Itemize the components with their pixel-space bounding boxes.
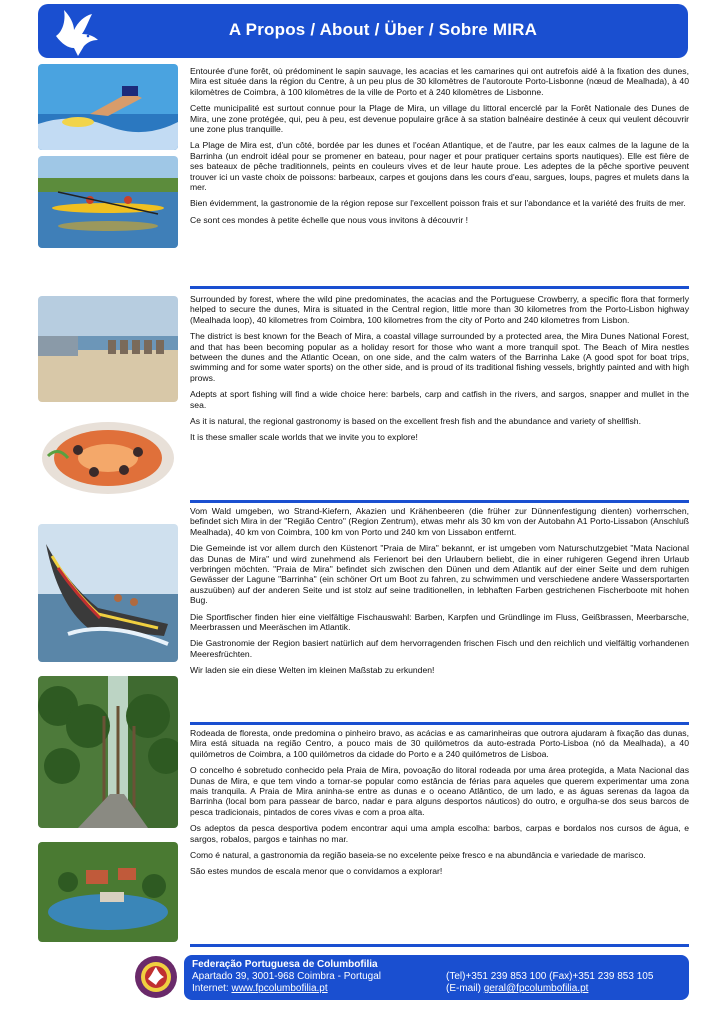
- fr-paragraph: Cette municipalité est surtout connue pour la Plage de Mira, un village du littoral encerclé par la Forêt Nationale des Dunes de Mira, une zone protégée, qui, peu à peu, est devenue populaire grâce à sa station balnéaire destinée à ceux qui veulent découvrir une zone plus tranquille.: [190, 103, 689, 135]
- pt-paragraph: Rodeada de floresta, onde predomina o pinheiro bravo, as acácias e as camarinheiras que outrora ajudaram à fixação das dunas, Mira está situada na região Centro, a pouco mais de 30 quilómetros da auto-estrada Porto-Lisboa (nó da Mealhada), a 40 quilómetros de Coimbra, a 100 quilómetros da cidade do Porto e a 240 quilómetros de Lisboa.: [190, 728, 689, 759]
- pt-paragraph: São estes mundos de escala menor que o convidamos a explorar!: [190, 866, 443, 877]
- en-paragraph: It is these smaller scale worlds that we invite you to explore!: [190, 432, 418, 443]
- email-label: (E-mail): [446, 983, 484, 994]
- section-divider: [190, 500, 689, 503]
- de-paragraph: Die Gemeinde ist vor allem durch den Küstenort "Praia de Mira" bekannt, er ist umgeben vom Naturschutzgebiet "Mata Nacional das Dunas de Mira" und wird zunehmend als Ferienort bei den Urlaubern beliebt, die in einer ruhigeren Gegend ihren Urlaub verbringen möchten. "Praia de Mira" befindet sich zwischen den Dünen und dem Atlantik auf der einer Seite und dem ruhigen Gewässer der Lagune "Barrinha" (ein schöner Ort um Boot zu fahren, zu schwimmen und verschiedene andere Wassersportarten auszuüben) auf der anderen Seite und ist stolz auf seine traditionellen, in lebhaften Farben gestrichenen Fischerboote mit hohen Bug.: [190, 543, 689, 606]
- fr-paragraph: La Plage de Mira est, d'un côté, bordée par les dunes et l'océan Atlantique, et de l'autre, par les eaux calmes de la lagune de la Barrinha (un endroit idéal pour se promener en bateau, pour nager et pour pratiquer certains sports nautiques). Elle est fière de ses bateaux de pêche traditionnels, peints en couleurs vives et de leur haute proue. Les adeptes de la pêche sportive peuvent trouver ici un vaste choix de poissons: barbeaux, carpes et goujons dans les cours d'eau, sargues, loups, pagres et mulets dans la mer.: [190, 140, 689, 193]
- fr-paragraph: Entourée d'une forêt, où prédominent le sapin sauvage, les acacias et les camarines qui ont autrefois aidé à la fixation des dunes, Mira est située dans la région du Centre, à un peu plus de 30 kilomètres de l'autoroute Porto-Lisbonne (nœud de Mealhada), à 40 kilomètres de Coimbra, à 100 kilomètres de la ville de Porto et à 240 kilomètres de Lisbonne.: [190, 66, 689, 97]
- postal-address: Apartado 39, 3001-968 Coimbra - Portugal: [192, 971, 382, 982]
- internet-line: [192, 983, 328, 995]
- de-paragraph: Die Sportfischer finden hier eine vielfältige Fischauswahl: Barben, Karpfen und Gründlinge im Fluss, Geißbrassen, Meerbarsche, Meerbrassen und Meeräschen im Atlantik.: [190, 611, 689, 633]
- aerial-park-photo: [38, 842, 178, 942]
- email-link[interactable]: geral@fpcolumbofilia.pt: [483, 983, 589, 994]
- forest-road-photo: [38, 676, 178, 828]
- fr-paragraph: Bien évidemment, la gastronomie de la région repose sur l'excellent poisson frais et sur l'abondance et la variété des fruits de mer.: [190, 198, 686, 209]
- de-paragraph: Vom Wald umgeben, wo Strand-Kiefern, Akazien und Krähenbeeren (die früher zur Dünnenfestigung dienten) vorherrschen, befindet sich Mira in der "Região Centro" (Region Zentrum), etwas mehr als 30 km von der Autobahn A1 Porto-Lissabon (Anschluß Mealhada), 40 km von Coimbra, 100 km von Porto und 240 km von Lissabon entfernt.: [190, 506, 689, 537]
- email-line: [446, 983, 588, 995]
- en-paragraph: As it is natural, the regional gastronomy is based on the excellent fresh fish and the abundance and variety of shellfish.: [190, 416, 641, 427]
- en-paragraph: Surrounded by forest, where the wild pine predominates, the acacias and the Portuguese Crowberry, a specific flora that formerly helped to secure the dunes, Mira is situated in the Central region, little more than 30 kilometres from the Porto-Lisbon highway (Mealhada loop), 40 kilometres from Coimbra, 100 kilometres from the city of Porto and 240 kilometres from Lisbon.: [190, 294, 689, 325]
- section-english: [190, 294, 689, 449]
- beach-huts-photo: [38, 296, 178, 402]
- fishing-boat-photo: [38, 524, 178, 662]
- fr-paragraph: Ce sont ces mondes à petite échelle que nous vous invitons à découvrir !: [190, 214, 469, 225]
- section-divider: [190, 722, 689, 725]
- section-divider: [190, 944, 689, 947]
- en-paragraph: The district is best known for the Beach of Mira, a coastal village surrounded by a protected area, the Mira Dunes National Forest, and that has been becoming popular as a holiday resort for those who want a more tranquil spot. The Beach of Mira nestles between the dunes and the Atlantic Ocean, on one side, and the calm waters of the Barrinha Lake (A good spot for boat trips, swimming and for some water sports) on the other side, and is proud of its traditional fishing vessels, brightly painted and with high prows.: [190, 331, 689, 383]
- page-header: [38, 4, 688, 58]
- pt-paragraph: Os adeptos da pesca desportiva podem encontrar aqui uma ampla escolha: barbos, carpas e bordalos nos cursos de água, e sargos, robalos, pargos e tainhas no mar.: [190, 823, 689, 844]
- bodyboard-photo: [38, 64, 178, 150]
- de-paragraph: Wir laden sie ein diese Welten im kleinen Maßstab zu erkunden!: [190, 665, 435, 676]
- section-portuguese: [190, 728, 689, 883]
- de-paragraph: Die Gastronomie der Region basiert natürlich auf dem hervorragenden frischen Fisch und den reichlich und vielfältig vorhandenen Meeresfrüchten.: [190, 638, 689, 659]
- en-paragraph: Adepts at sport fishing will find a wide choice here: barbels, carp and catfish in the rivers, and sargos, snapper and mullet in the sea.: [190, 389, 689, 410]
- phone-fax: (Tel)+351 239 853 100 (Fax)+351 239 853 105: [446, 971, 654, 982]
- footer: [184, 955, 689, 1000]
- organization-name: Federação Portuguesa de Columbofilia: [192, 959, 378, 970]
- kayak-lagoon-photo: [38, 156, 178, 248]
- internet-label: Internet:: [192, 983, 232, 994]
- section-german: [190, 506, 689, 682]
- pt-paragraph: O concelho é sobretudo conhecido pela Praia de Mira, povoação do litoral rodeada por uma área protegida, a Mata Nacional das Dunas de Mira, e que tem vindo a tornar-se popular como estância de férias para aqueles que querem experimentar uma zona mais tranquila. A Praia de Mira aninha-se entre as dunas e o oceano Atlântico, de um lado, e as águas serenas da lagoa da Barrinha (local bom para passear de barco, nadar e para alguns desportos náuticos) do outro, e orgulha-se dos seus barcos de pesca tradicionais, pintados de cores vivas e com a proa alta.: [190, 765, 689, 817]
- seafood-platter-photo: [38, 416, 178, 498]
- section-french: [190, 66, 689, 231]
- website-link[interactable]: www.fpcolumbofilia.pt: [231, 983, 328, 994]
- section-divider: [190, 286, 689, 289]
- page-title: A Propos / About / Über / Sobre MIRA: [228, 20, 538, 39]
- pt-paragraph: Como é natural, a gastronomia da região baseia-se no excelente peixe fresco e na abundância e variedade de marisco.: [190, 850, 646, 861]
- federation-emblem-icon: [134, 955, 178, 999]
